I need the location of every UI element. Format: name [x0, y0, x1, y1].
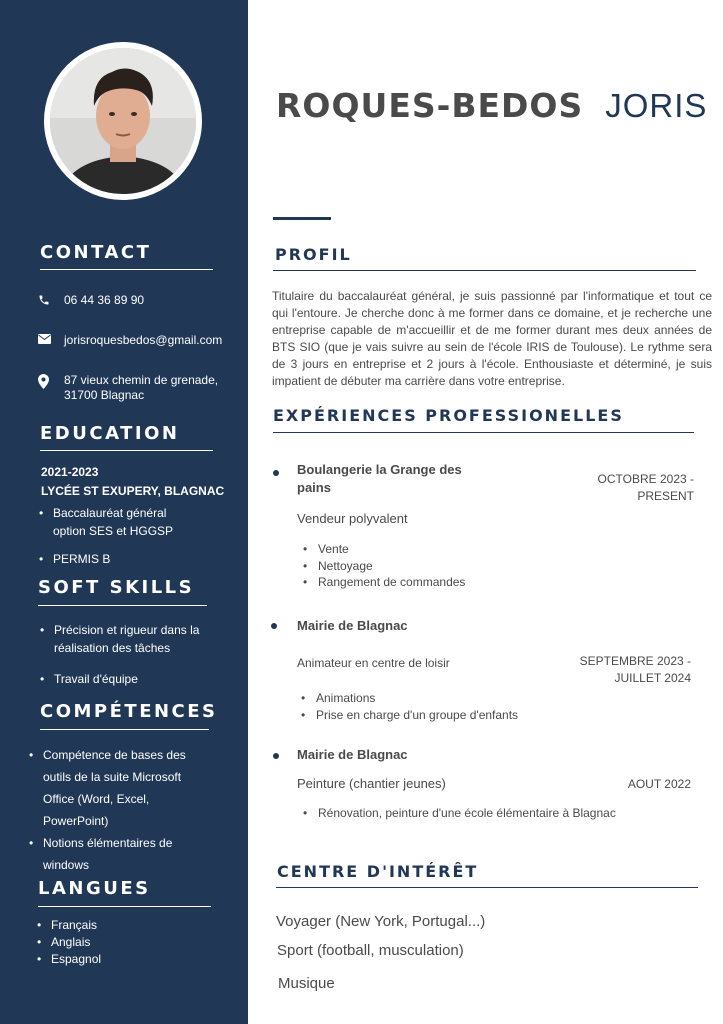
education-list: [39, 504, 173, 568]
langues-heading: LANGUES: [38, 878, 151, 899]
address-text: [64, 373, 218, 403]
job-tasks: [301, 690, 518, 723]
mail-icon: [38, 333, 64, 344]
interest-item: Sport (football, musculation): [277, 942, 464, 959]
list-item: • Baccalauréat général option SES et HGGSP: [39, 504, 173, 540]
job-date: OCTOBRE 2023 - PRESENT: [597, 472, 694, 503]
portrait-illustration: [50, 48, 196, 194]
job-role: Peinture (chantier jeunes): [297, 776, 446, 791]
list-item: • Nettoyage: [303, 558, 465, 575]
location-pin-icon: [38, 373, 64, 389]
accent-bar: [273, 217, 331, 220]
interests-heading: CENTRE D'INTÉRÊT: [277, 862, 479, 881]
list-item: • Notions élémentaires de windows: [29, 832, 186, 876]
address-line-1: 87 vieux chemin de grenade,: [64, 373, 219, 387]
contact-heading: CONTACT: [40, 242, 152, 263]
job-title: Mairie de Blagnac: [297, 747, 408, 762]
phone-icon: [38, 293, 64, 306]
job-title: Mairie de Blagnac: [297, 618, 408, 633]
soft-skills-heading: SOFT SKILLS: [38, 577, 195, 598]
job-date: SEPTEMBRE 2023 - JUILLET 2024: [579, 654, 691, 685]
competences-heading: COMPÉTENCES: [40, 701, 218, 722]
job-role: Vendeur polyvalent: [297, 511, 408, 526]
profil-divider: [273, 270, 696, 271]
phone-text[interactable]: 06 44 36 89 90: [64, 293, 145, 307]
experiences-divider: [273, 432, 694, 433]
address-line-2: 31700 Blagnac: [64, 388, 145, 402]
profil-text: Titulaire du baccalauréat général, je suis passionné par l'informatique et tout ce qui l'entoure. Je cherche donc à me former dans ce domaine, et je recherche une entreprise capable de m'accueillir et de me former durant mes deux années de BTS SIO (que je vais suivre au sein de l'école IRIS de Toulouse). Le rythme sera de 3 jours en entreprise et 2 jours à l'école. Enthousiaste et déterminé, je suis impatient de débuter ma carrière dans votre entreprise.: [272, 289, 712, 388]
job-role: Animateur en centre de loisir: [297, 656, 450, 670]
contact-email: [38, 333, 222, 348]
list-item: • Français: [37, 917, 101, 934]
interests-divider: [276, 887, 698, 888]
job-bullet: [273, 470, 279, 476]
job-bullet: [273, 753, 279, 759]
job-title: Boulangerie la Grange des pains: [297, 462, 462, 495]
list-item: • PERMIS B: [39, 550, 173, 568]
contact-address: [38, 373, 218, 403]
job-tasks: [303, 805, 616, 822]
portrait-image: [50, 48, 196, 194]
experiences-heading: EXPÉRIENCES PROFESSIONELLES: [273, 406, 624, 425]
list-item: • Précision et rigueur dans la réalisation des tâches: [40, 621, 199, 657]
list-item: • Espagnol: [37, 951, 101, 968]
soft-skills-list: [40, 621, 199, 688]
education-years: 2021-2023: [41, 465, 99, 479]
education-school: LYCÉE ST EXUPERY, BLAGNAC: [41, 484, 225, 498]
education-heading: EDUCATION: [40, 423, 180, 444]
sidebar: [0, 0, 248, 1024]
last-name: ROQUES-BEDOS: [276, 86, 584, 125]
interest-item: Musique: [278, 975, 335, 992]
contact-phone: [38, 293, 144, 308]
list-item: • Compétence de bases des outils de la suite Microsoft Office (Word, Excel, PowerPoint): [29, 744, 186, 832]
job-tasks: [303, 541, 465, 591]
soft-skills-divider: [38, 605, 207, 606]
list-item: • Travail d'équipe: [40, 670, 199, 688]
job-bullet: [271, 623, 277, 629]
list-item: • Vente: [303, 541, 465, 558]
job-date: AOUT 2022: [627, 777, 691, 791]
list-item: • Prise en charge d'un groupe d'enfants: [301, 707, 518, 724]
first-name: JORIS: [605, 87, 708, 124]
list-item: • Rénovation, peinture d'une école élémentaire à Blagnac: [303, 805, 616, 822]
competences-divider: [40, 729, 209, 730]
profil-heading: PROFIL: [275, 245, 352, 264]
langues-list: [37, 917, 101, 968]
langues-divider: [38, 906, 211, 907]
list-item: • Animations: [301, 690, 518, 707]
list-item: • Rangement de commandes: [303, 574, 465, 591]
full-name: [276, 82, 707, 130]
contact-divider: [40, 269, 213, 270]
interest-item: Voyager (New York, Portugal...): [276, 913, 486, 930]
profile-photo: [44, 42, 202, 200]
email-text[interactable]: jorisroquesbedos@gmail.com: [64, 333, 223, 347]
list-item: • Anglais: [37, 934, 101, 951]
education-divider: [40, 450, 213, 451]
competences-list: [29, 744, 186, 876]
